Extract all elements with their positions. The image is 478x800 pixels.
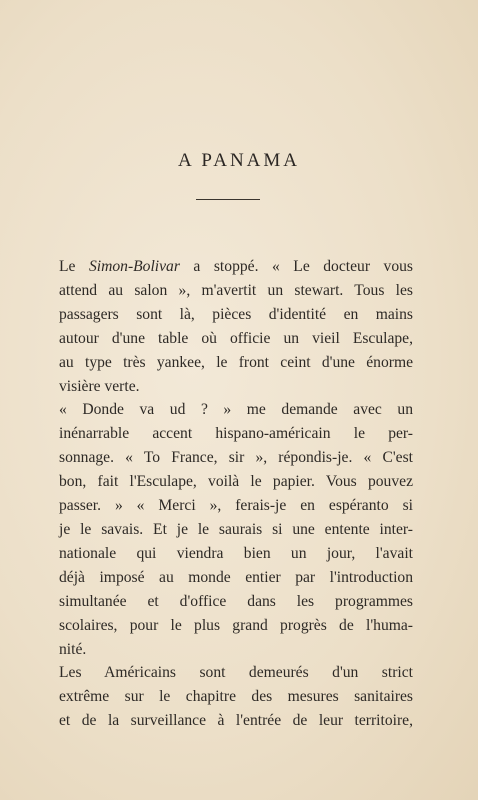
title-rule bbox=[196, 199, 260, 200]
text-line: passer. » « Merci », ferais-je en espéranto si bbox=[59, 497, 413, 515]
text-line: inénarrable accent hispano-américain le per- bbox=[59, 425, 413, 443]
text-line: au type très yankee, le front ceint d'une énorme bbox=[59, 353, 413, 371]
text-line: scolaires, pour le plus grand progrès de l'huma- bbox=[59, 616, 413, 634]
text-line: « Donde va ud ? » me demande avec un bbox=[59, 401, 413, 419]
text-line: autour d'une table où officie un vieil Esculape, bbox=[59, 329, 413, 347]
paragraph-1 bbox=[59, 255, 413, 398]
text-line: nationale qui viendra bien un jour, l'avait bbox=[59, 544, 413, 562]
text-line: Les Américains sont demeurés d'un strict bbox=[59, 664, 413, 682]
chapter-title: A PANAMA bbox=[177, 150, 301, 171]
text-line: et de la surveillance à l'entrée de leur territoire, bbox=[59, 712, 413, 730]
text-line: simultanée et d'office dans les programmes bbox=[59, 592, 413, 610]
text-line: extrême sur le chapitre des mesures sanitaires bbox=[59, 688, 413, 706]
text-line: je le savais. Et je le saurais si une entente inter- bbox=[59, 520, 413, 538]
text-line: Le Simon-Bolivar a stoppé. « Le docteur vous bbox=[59, 258, 413, 275]
text-line: sonnage. « To France, sir », répondis-je. « C'est bbox=[59, 449, 413, 467]
paragraph-2 bbox=[59, 398, 413, 661]
paragraph-3 bbox=[59, 661, 413, 733]
text-line: attend au salon », m'avertit un stewart. Tous les bbox=[59, 281, 413, 299]
text-line: déjà imposé au monde entier par l'introduction bbox=[59, 568, 413, 586]
text-line: visière verte. bbox=[59, 377, 140, 395]
text-line: passagers sont là, pièces d'identité en mains bbox=[59, 305, 413, 323]
text-line: nité. bbox=[59, 640, 87, 658]
text-line: bon, fait l'Esculape, voilà le papier. Vous pouvez bbox=[59, 473, 413, 491]
body-text bbox=[59, 255, 413, 733]
